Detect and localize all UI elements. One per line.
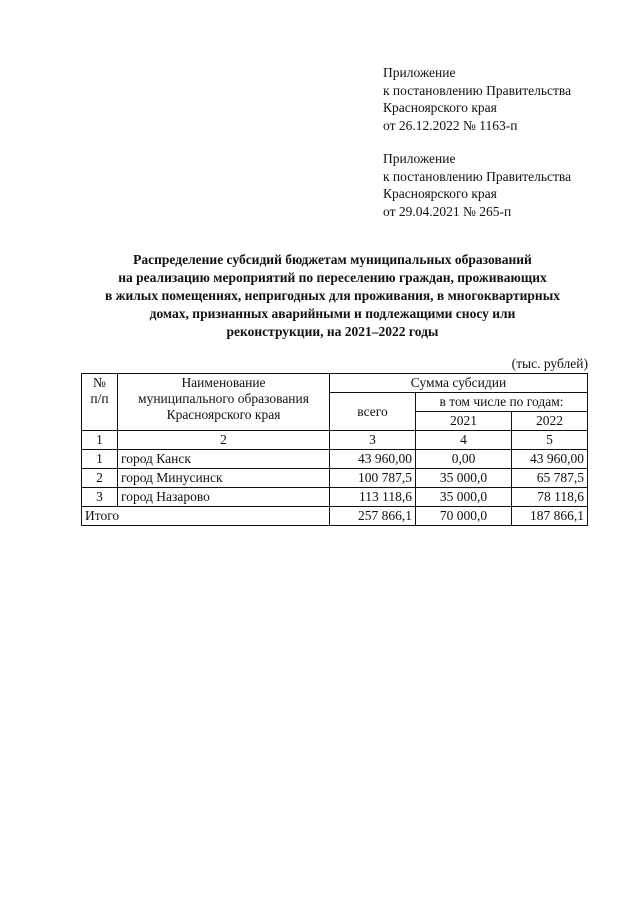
appendix-1-line-4: от 26.12.2022 № 1163-п — [383, 117, 518, 133]
appendix-note-1 — [383, 64, 571, 134]
row-total: 43 960,00 — [330, 450, 416, 469]
header-year-2021: 2021 — [416, 412, 512, 431]
row-name: город Минусинск — [118, 469, 330, 488]
header-name — [118, 374, 330, 431]
index-row — [82, 431, 588, 450]
row-2021: 35 000,0 — [416, 488, 512, 507]
row-name: город Канск — [118, 450, 330, 469]
row-2021: 35 000,0 — [416, 469, 512, 488]
appendix-note-2 — [383, 150, 571, 220]
table-row — [82, 469, 588, 488]
totals-total: 257 866,1 — [330, 507, 416, 526]
table-row — [82, 488, 588, 507]
header-name-line-2: муниципального образования — [138, 391, 309, 406]
header-num — [82, 374, 118, 431]
index-cell: 3 — [330, 431, 416, 450]
appendix-1-line-1: Приложение — [383, 65, 456, 80]
row-2022: 43 960,00 — [512, 450, 588, 469]
appendix-1-line-3: Красноярского края — [383, 100, 497, 115]
row-total: 100 787,5 — [330, 469, 416, 488]
totals-label: Итого — [82, 507, 330, 526]
appendix-2-line-4: от 29.04.2021 № 265-п — [383, 203, 512, 219]
header-num-line-1: № — [93, 375, 106, 390]
appendix-2-line-1: Приложение — [383, 151, 456, 166]
header-name-line-3: Красноярского края — [166, 407, 281, 422]
index-cell: 1 — [82, 431, 118, 450]
header-by-years: в том числе по годам: — [416, 393, 588, 412]
row-2022: 78 118,6 — [512, 488, 588, 507]
title-line-4: домах, признанных аварийными и подлежащими сносу или — [149, 306, 516, 321]
totals-row — [82, 507, 588, 526]
header-name-line-1: Наименование — [181, 375, 266, 390]
header-num-line-2: п/п — [90, 391, 109, 406]
appendix-2-line-2: к постановлению Правительства — [383, 168, 572, 184]
row-num: 2 — [82, 469, 118, 488]
table-row — [82, 450, 588, 469]
totals-2021: 70 000,0 — [416, 507, 512, 526]
index-cell: 4 — [416, 431, 512, 450]
totals-2022: 187 866,1 — [512, 507, 588, 526]
row-name: город Назарово — [118, 488, 330, 507]
unit-note: (тыс. рублей) — [511, 356, 588, 371]
title-line-5: реконструкции, на 2021–2022 годы — [226, 324, 439, 339]
index-cell: 2 — [118, 431, 330, 450]
title-line-1: Распределение субсидий бюджетам муниципальных образований — [133, 252, 532, 267]
header-total: всего — [330, 393, 416, 431]
index-cell: 5 — [512, 431, 588, 450]
row-total: 113 118,6 — [330, 488, 416, 507]
header-sum: Сумма субсидии — [330, 374, 588, 393]
row-2021: 0,00 — [416, 450, 512, 469]
document-title — [60, 251, 605, 341]
row-num: 3 — [82, 488, 118, 507]
title-line-2: на реализацию мероприятий по переселению граждан, проживающих — [118, 270, 547, 285]
header-year-2022: 2022 — [512, 412, 588, 431]
row-num: 1 — [82, 450, 118, 469]
subsidy-table — [81, 373, 588, 526]
header-row — [82, 374, 588, 393]
appendix-1-line-2: к постановлению Правительства — [383, 82, 572, 98]
row-2022: 65 787,5 — [512, 469, 588, 488]
appendix-2-line-3: Красноярского края — [383, 186, 497, 201]
title-line-3: в жилых помещениях, непригодных для проживания, в многоквартирных — [104, 288, 560, 303]
